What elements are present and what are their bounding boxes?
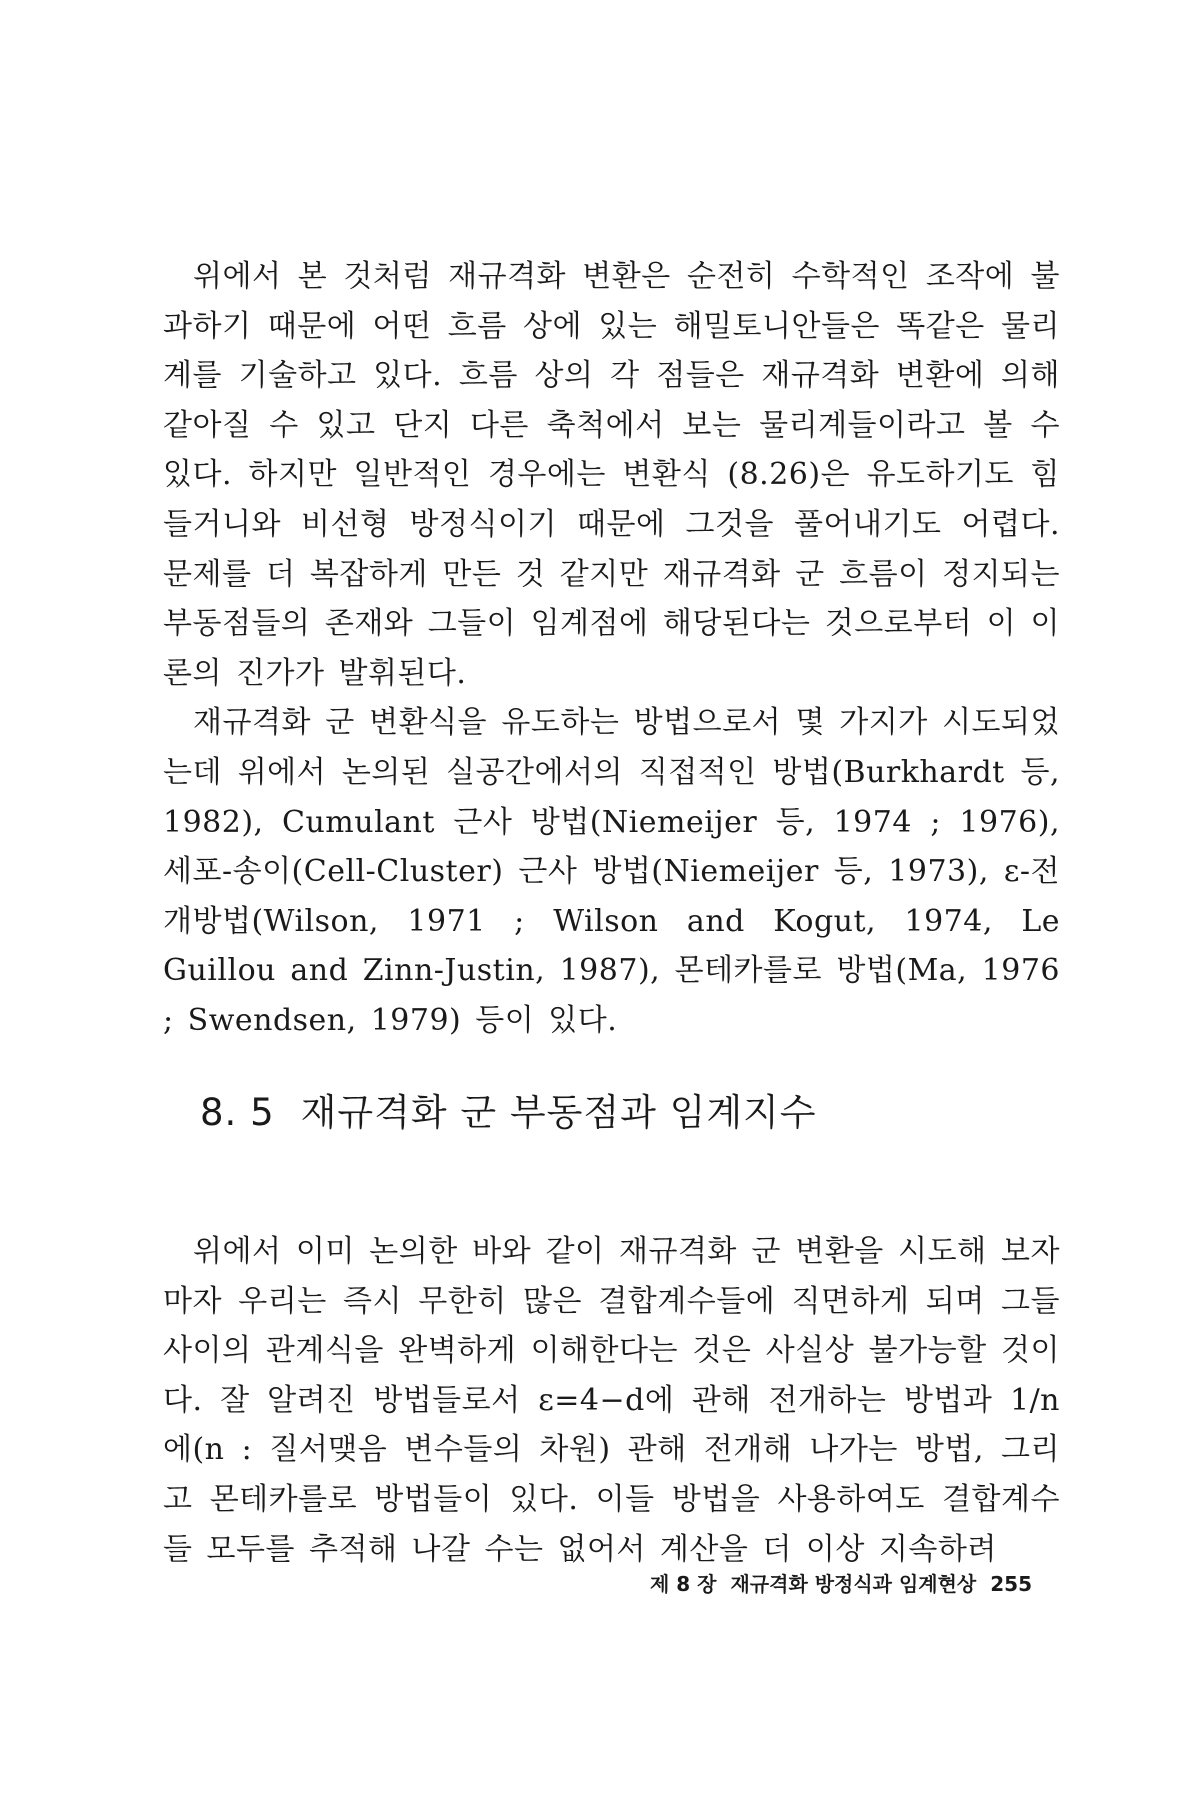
footer-chapter: 제 8 장 — [650, 1572, 717, 1596]
body-text-bottom — [163, 1227, 1060, 1574]
section-heading — [200, 1082, 817, 1136]
paragraph-derivation-methods: 재규격화 군 변환식을 유도하는 방법으로서 몇 가지가 시도되었는데 위에서 논의된 실공간에서의 직접적인 방법(Burkhardt 등, 1982), Cumulant 근사 방법(Niemeijer 등, 1974 ; 1976), 세포-송이(Cell-Cluster) 근사 방법(Niemeijer 등, 1973), ε-전개방법(Wilson, 1971 ; Wilson and Kogut, 1974, Le Guillou and Zinn-Justin, 1987), 몬테카를로 방법(Ma, 1976 ; Swendsen, 1979) 등이 있다. — [163, 705, 1060, 1038]
page-footer — [650, 1568, 1032, 1597]
section-title: 재규격화 군 부동점과 임계지수 — [300, 1091, 817, 1134]
page-number: 255 — [990, 1572, 1032, 1596]
section-number: 8. 5 — [200, 1091, 275, 1134]
paragraph-renormalization-flow: 위에서 본 것처럼 재규격화 변환은 순전히 수학적인 조작에 불과하기 때문에 어떤 흐름 상에 있는 해밀토니안들은 똑같은 물리계를 기술하고 있다. 흐름 상의 각 점들은 재규격화 변환에 의해 같아질 수 있고 단지 다른 축척에서 보는 물리계들이라고 볼 수 있다. 하지만 일반적인 경우에는 변환식 (8.26)은 유도하기도 힘들거니와 비선형 방정식이기 때문에 그것을 풀어내기도 어렵다. 문제를 더 복잡하게 만든 것 같지만 재규격화 군 흐름이 정지되는 부동점들의 존재와 그들이 임계점에 해당된다는 것으로부터 이 이론의 진가가 발휘된다. — [163, 259, 1060, 691]
body-text-top — [163, 252, 1060, 1046]
paragraph-coupling-constants: 위에서 이미 논의한 바와 같이 재규격화 군 변환을 시도해 보자마자 우리는 즉시 무한히 많은 결합계수들에 직면하게 되며 그들 사이의 관계식을 완벽하게 이해한다는 것은 사실상 불가능할 것이다. 잘 알려진 방법들로서 ε=4−d에 관해 전개하는 방법과 1/n에(n : 질서맺음 변수들의 차원) 관해 전개해 나가는 방법, 그리고 몬테카를로 방법들이 있다. 이들 방법을 사용하여도 결합계수들 모두를 추적해 나갈 수는 없어서 계산을 더 이상 지속하려 — [163, 1234, 1060, 1567]
footer-chapter-title: 재규격화 방정식과 임계현상 — [730, 1572, 977, 1596]
